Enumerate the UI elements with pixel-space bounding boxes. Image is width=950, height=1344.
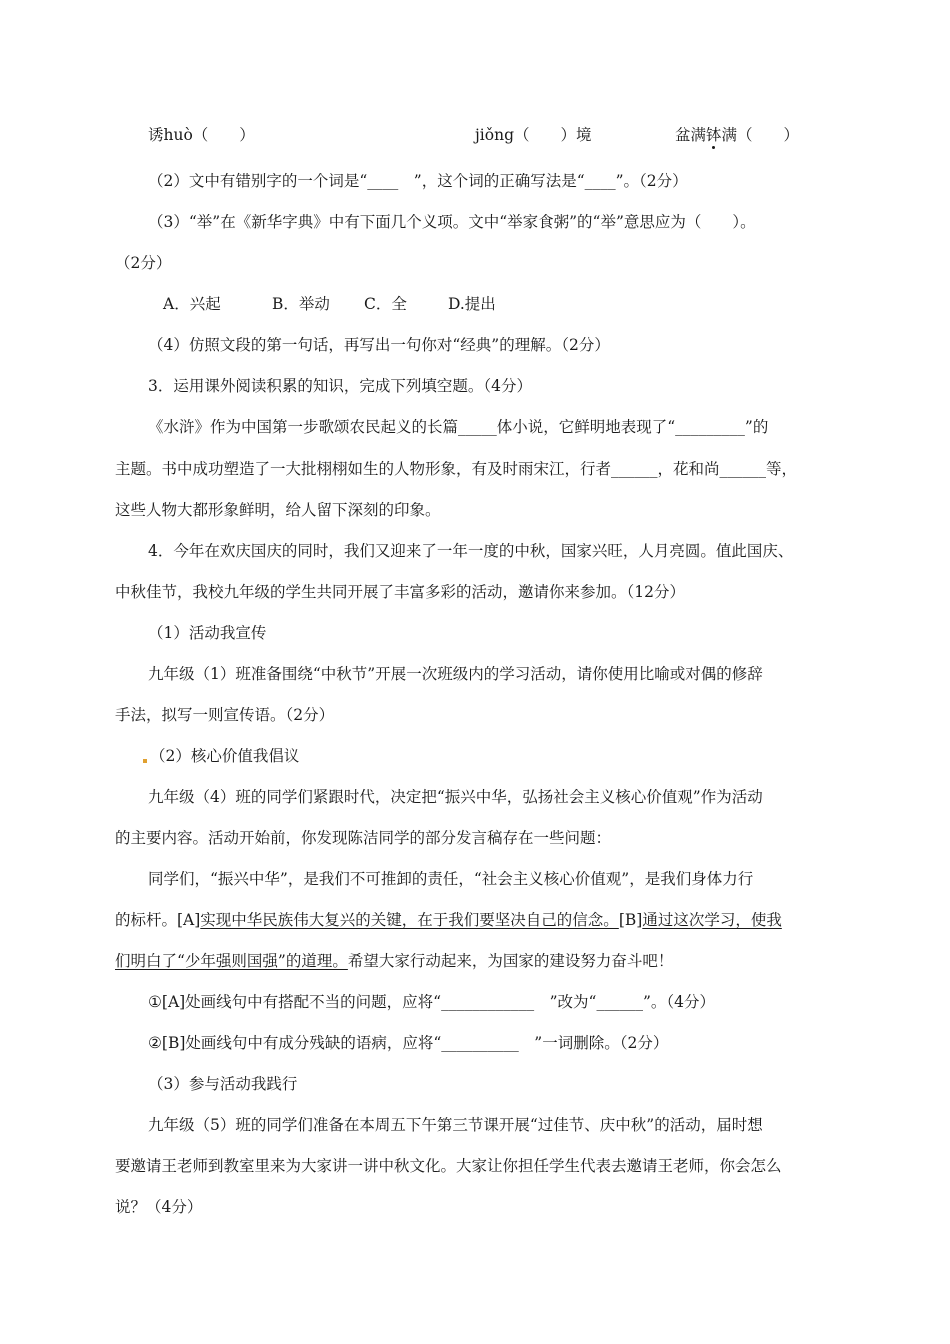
section-3-para-3: 这些人物大都形象鲜明，给人留下深刻的印象。 xyxy=(115,501,441,519)
margin-marker xyxy=(143,759,147,763)
sub-1-title: （1）活动我宣传 xyxy=(148,624,267,642)
question-3-line-2: （2分） xyxy=(115,254,172,272)
emphasis-dot-char: 钵 xyxy=(706,126,722,144)
speech-line-1: 同学们，“振兴中华”，是我们不可推卸的责任，“社会主义核心价值观”，是我们身体力行 xyxy=(148,870,754,888)
question-3-options xyxy=(163,293,893,315)
sub-3-para-1: 九年级（5）班的同学们准备在本周五下午第三节课开展“过佳节、庆中秋”的活动，届时想 xyxy=(148,1116,763,1134)
sub-1-para-2: 手法，拟写一则宣传语。（2分） xyxy=(115,706,335,724)
sub-1-para-1: 九年级（1）班准备围绕“中秋节”开展一次班级内的学习活动，请你使用比喻或对偶的修辞 xyxy=(148,665,763,683)
section-4-para-1: 4．今年在欢庆国庆的同时，我们又迎来了一年一度的中秋，国家兴旺，人月亮圆。值此国庆、 xyxy=(148,542,794,560)
underlined-sentence-b-end: 们明白了“少年强则国强”的道理。 xyxy=(115,952,348,970)
option-b: B．举动 xyxy=(272,295,330,313)
sub-2-para-1: 九年级（4）班的同学们紧跟时代，决定把“振兴中华，弘扬社会主义核心价值观”作为活动 xyxy=(148,788,763,806)
sub-2-para-2: 的主要内容。活动开始前，你发现陈洁同学的部分发言稿存在一些问题： xyxy=(115,829,612,847)
pinyin-row xyxy=(148,124,845,146)
sub-question-a: ①[A]处画线句中有搭配不当的问题，应将“____________ ”改为“______”。（4分） xyxy=(148,993,715,1011)
pinyin-item-1: 诱huò（ ） xyxy=(148,126,255,144)
speech-label-b: [B] xyxy=(618,911,643,929)
option-c: C．全 xyxy=(364,295,407,313)
speech-label-a: 的标杆。[A] xyxy=(115,911,201,929)
sub-2-title-row xyxy=(143,745,873,767)
section-3-para-2: 主题。书中成功塑造了一大批栩栩如生的人物形象，有及时雨宋江，行者______，花和尚______等， xyxy=(115,460,798,478)
speech-line-3 xyxy=(115,950,845,972)
section-4-para-2: 中秋佳节，我校九年级的学生共同开展了丰富多彩的活动，邀请你来参加。（12分） xyxy=(115,583,685,601)
pinyin-item-2: jiǒng（ ）境 xyxy=(475,126,592,144)
section-3-para-1: 《水浒》作为中国第一步歌颂农民起义的长篇_____体小说，它鲜明地表现了“_________”的 xyxy=(148,418,769,436)
option-a: A．兴起 xyxy=(163,295,221,313)
pinyin-item-3-pre: 盆满 xyxy=(675,126,707,144)
pinyin-item-3-post: 满（ ） xyxy=(721,126,800,144)
speech-line-3-rest: 希望大家行动起来，为国家的建设努力奋斗吧！ xyxy=(347,952,674,970)
speech-line-2 xyxy=(115,909,845,931)
section-3-title: 3．运用课外阅读积累的知识，完成下列填空题。（4分） xyxy=(148,377,532,395)
pinyin-item-3 xyxy=(675,124,799,146)
option-d: D.提出 xyxy=(448,295,496,313)
sub-3-para-3: 说？（4分） xyxy=(115,1198,203,1216)
underlined-sentence-b-start: 通过这次学习，使我 xyxy=(642,911,782,929)
sub-question-b: ②[B]处画线句中有成分残缺的语病，应将“__________ ”一词删除。（2分） xyxy=(148,1034,669,1052)
sub-2-title: （2）核心价值我倡议 xyxy=(150,747,300,765)
question-2: （2）文中有错别字的一个词是“____ ”，这个词的正确写法是“____”。（2分） xyxy=(148,172,688,190)
sub-3-title: （3）参与活动我践行 xyxy=(148,1075,298,1093)
underlined-sentence-a: 实现中华民族伟大复兴的关键，在于我们要坚决自己的信念。 xyxy=(200,911,619,929)
sub-3-para-2: 要邀请王老师到教室里来为大家讲一讲中秋文化。大家让你担任学生代表去邀请王老师，你会怎么 xyxy=(115,1157,782,1175)
question-4: （4）仿照文段的第一句话，再写出一句你对“经典”的理解。（2分） xyxy=(148,336,610,354)
question-3-line-1: （3）“举”在《新华字典》中有下面几个义项。文中“举家食粥”的“举”意思应为（ ）。 xyxy=(148,213,756,231)
